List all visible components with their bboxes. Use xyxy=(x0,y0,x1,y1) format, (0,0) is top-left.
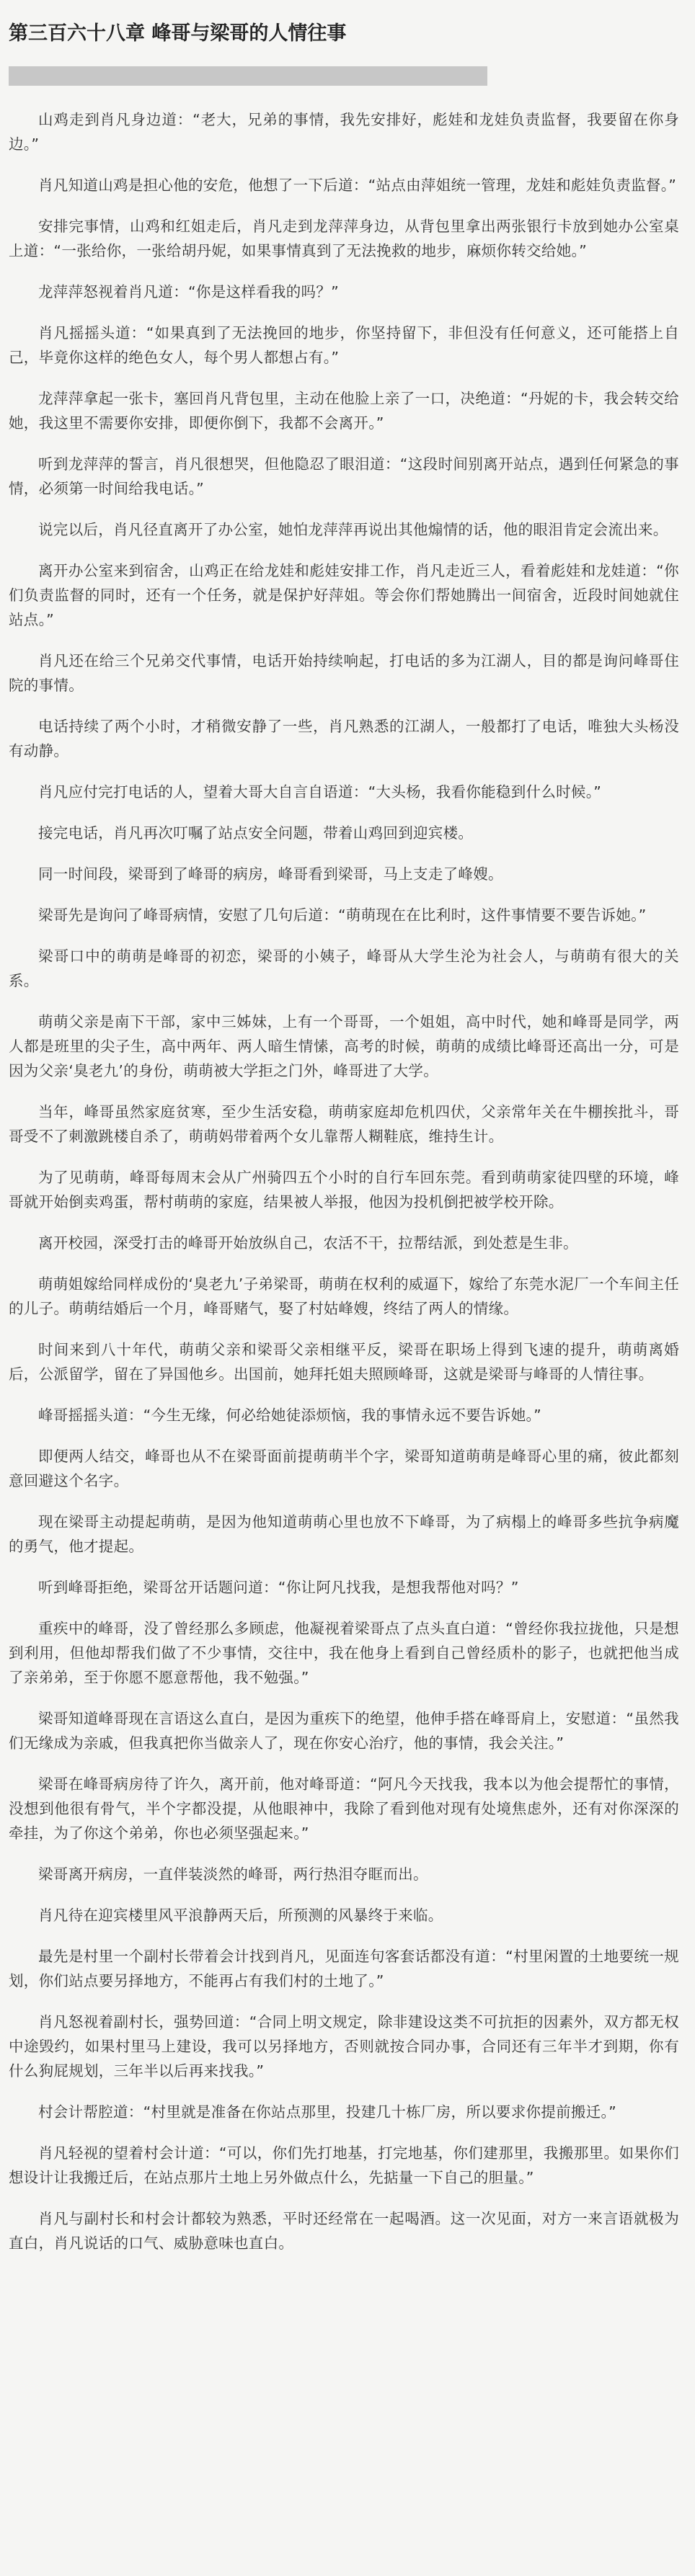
chapter-paragraph: 萌萌父亲是南下干部，家中三姊妹，上有一个哥哥，一个姐姐，高中时代，她和峰哥是同学，两人都是班里的尖子生，高中两年、两人暗生情愫，高考的时候，萌萌的成绩比峰哥还高出一分，可是因为父亲‘臭老九’的身份，萌萌被大学拒之门外，峰哥进了大学。 xyxy=(9,1013,679,1079)
chapter-paragraph: 离开办公室来到宿舍，山鸡正在给龙娃和彪娃安排工作，肖凡走近三人，看着彪娃和龙娃道：“你们负责监督的同时，还有一个任务，就是保护好萍姐。等会你们帮她腾出一间宿舍，近段时间她就住站点。” xyxy=(9,562,679,628)
chapter-paragraph: 梁哥在峰哥病房待了许久，离开前，他对峰哥道：“阿凡今天找我，我本以为他会提帮忙的事情，没想到他很有骨气，半个字都没提，从他眼神中，我除了看到他对现有处境焦虑外，还有对你深深的牵挂，为了你这个弟弟，你也必须坚强起来。” xyxy=(9,1775,679,1842)
chapter-paragraph: 电话持续了两个小时，才稍微安静了一些，肖凡熟悉的江湖人，一般都打了电话，唯独大头杨没有动静。 xyxy=(9,718,679,759)
chapter-paragraph: 梁哥离开病房，一直伴装淡然的峰哥，两行热泪夺眶而出。 xyxy=(38,1866,428,1883)
chapter-paragraph: 肖凡轻视的望着村会计道：“可以，你们先打地基，打完地基，你们建那里，我搬那里。如果你们想设计让我搬迁后，在站点那片土地上另外做点什么，先掂量一下自己的胆量。” xyxy=(9,2144,679,2186)
chapter-paragraph: 山鸡走到肖凡身边道：“老大，兄弟的事情，我先安排好，彪娃和龙娃负责监督，我要留在你身边。” xyxy=(9,111,679,153)
chapter-paragraph: 梁哥知道峰哥现在言语这么直白，是因为重疾下的绝望，他伸手搭在峰哥肩上，安慰道：“虽然我们无缘成为亲戚，但我真把你当做亲人了，现在你安心治疗，他的事情，我会关注。” xyxy=(9,1710,679,1752)
chapter-paragraph: 村会计帮腔道：“村里就是准备在你站点那里，投建几十栋厂房，所以要求你提前搬迁。” xyxy=(38,2103,616,2121)
chapter-paragraph: 听到峰哥拒绝，梁哥岔开话题问道：“你让阿凡找我，是想我帮他对吗？” xyxy=(38,1579,519,1596)
chapter-paragraph: 时间来到八十年代，萌萌父亲和梁哥父亲相继平反，梁哥在职场上得到飞速的提升，萌萌离婚后，公派留学，留在了异国他乡。出国前，她拜托姐夫照顾峰哥，这就是梁哥与峰哥的人情往事。 xyxy=(9,1341,679,1383)
chapter-paragraph: 说完以后，肖凡径直离开了办公室，她怕龙萍萍再说出其他煽情的话，他的眼泪肯定会流出来。 xyxy=(38,521,668,538)
chapter-paragraph: 梁哥先是询问了峰哥病情，安慰了几句后道：“萌萌现在在比利时，这件事情要不要告诉她。” xyxy=(38,906,647,924)
chapter-paragraph: 肖凡与副村长和村会计都较为熟悉，平时还经常在一起喝酒。这一次见面，对方一来言语就极为直白，肖凡说话的口气、威胁意味也直白。 xyxy=(9,2210,679,2252)
chapter-paragraph: 肖凡应付完打电话的人，望着大哥大自言自语道：“大头杨，我看你能稳到什么时候。” xyxy=(38,783,602,801)
chapter-paragraph: 重疾中的峰哥，没了曾经那么多顾虑，他凝视着梁哥点了点头直白道：“曾经你我拉拢他，只是想到利用，但他却帮我们做了不少事情，交往中，我在他身上看到自己曾经质朴的影子，也就把他当成了亲弟弟，至于你愿不愿意帮他，我不勉强。” xyxy=(9,1620,679,1686)
chapter-paragraph: 离开校园，深受打击的峰哥开始放纵自己，农活不干，拉帮结派，到处惹是生非。 xyxy=(38,1234,578,1252)
chapter-paragraph: 即便两人结交，峰哥也从不在梁哥面前提萌萌半个字，梁哥知道萌萌是峰哥心里的痛，彼此都刻意回避这个名字。 xyxy=(9,1448,679,1489)
chapter-paragraph: 为了见萌萌，峰哥每周末会从广州骑四五个小时的自行车回东莞。看到萌萌家徒四壁的环境，峰哥就开始倒卖鸡蛋，帮村萌萌的家庭，结果被人举报，他因为投机倒把被学校开除。 xyxy=(9,1169,679,1211)
chapter-paragraph: 梁哥口中的萌萌是峰哥的初恋，梁哥的小姨子，峰哥从大学生沦为社会人，与萌萌有很大的关系。 xyxy=(9,948,679,989)
chapter-paragraph: 肖凡知道山鸡是担心他的安危，他想了一下后道：“站点由萍姐统一管理，龙娃和彪娃负责监督。” xyxy=(38,177,677,194)
chapter-paragraph: 接完电话，肖凡再次叮嘱了站点安全问题，带着山鸡回到迎宾楼。 xyxy=(38,824,474,842)
chapter-paragraph: 龙萍萍怒视着肖凡道：“你是这样看我的吗？” xyxy=(38,283,340,300)
chapter-paragraph: 肖凡怒视着副村长，强势回道：“合同上明文规定，除非建设这类不可抗拒的因素外，双方都无权中途毁约，如果村里马上建设，我可以另择地方，否则就按合同办事，合同还有三年半才到期，你有什么狗屁规划，三年半以后再来找我。” xyxy=(9,2013,679,2080)
reading-progress-bar xyxy=(9,66,487,86)
chapter-paragraph: 安排完事情，山鸡和红姐走后，肖凡走到龙萍萍身边，从背包里拿出两张银行卡放到她办公室桌上道：“一张给你，一张给胡丹妮，如果事情真到了无法挽救的地步，麻烦你转交给她。” xyxy=(9,218,679,259)
chapter-paragraph: 肖凡还在给三个兄弟交代事情，电话开始持续响起，打电话的多为江湖人，目的都是询问峰哥住院的事情。 xyxy=(9,652,679,694)
chapter-paragraph: 当年，峰哥虽然家庭贫寒，至少生活安稳，萌萌家庭却危机四伏，父亲常年关在牛棚挨批斗，哥哥受不了刺激跳楼自杀了，萌萌妈带着两个女儿靠帮人糊鞋底，维持生计。 xyxy=(9,1103,679,1145)
chapter-paragraph: 龙萍萍拿起一张卡，塞回肖凡背包里，主动在他脸上亲了一口，决绝道：“丹妮的卡，我会转交给她，我这里不需要你安排，即便你倒下，我都不会离开。” xyxy=(9,390,679,432)
chapter-paragraph: 同一时间段，梁哥到了峰哥的病房，峰哥看到梁哥，马上支走了峰嫂。 xyxy=(38,865,503,883)
chapter-paragraph: 听到龙萍萍的誓言，肖凡很想哭，但他隐忍了眼泪道：“这段时间别离开站点，遇到任何紧急的事情，必须第一时间给我电话。” xyxy=(9,455,679,497)
chapter-paragraph: 肖凡待在迎宾楼里风平浪静两天后，所预测的风暴终于来临。 xyxy=(38,1907,443,1924)
chapter-paragraph: 肖凡摇摇头道：“如果真到了无法挽回的地步，你坚持留下，非但没有任何意义，还可能搭上自己，毕竟你这样的绝色女人，每个男人都想占有。” xyxy=(9,324,679,366)
chapter-paragraph: 现在梁哥主动提起萌萌，是因为他知道萌萌心里也放不下峰哥，为了病榻上的峰哥多些抗争病魔的勇气，他才提起。 xyxy=(9,1513,679,1555)
chapter-paragraph: 萌萌姐嫁给同样成份的‘臭老九’子弟梁哥，萌萌在权利的威逼下，嫁给了东莞水泥厂一个车间主任的儿子。萌萌结婚后一个月，峰哥赌气，娶了村姑峰嫂，终结了两人的情缘。 xyxy=(9,1275,679,1317)
chapter-title: 第三百六十八章 峰哥与梁哥的人情往事 xyxy=(9,22,347,45)
chapter-paragraph: 最先是村里一个副村长带着会计找到肖凡，见面连句客套话都没有道：“村里闲置的土地要统一规划，你们站点要另择地方，不能再占有我们村的土地了。” xyxy=(9,1948,679,1989)
chapter-paragraph: 峰哥摇摇头道：“今生无缘，何必给她徒添烦恼，我的事情永远不要告诉她。” xyxy=(38,1407,541,1424)
chapter-content xyxy=(9,107,679,2255)
